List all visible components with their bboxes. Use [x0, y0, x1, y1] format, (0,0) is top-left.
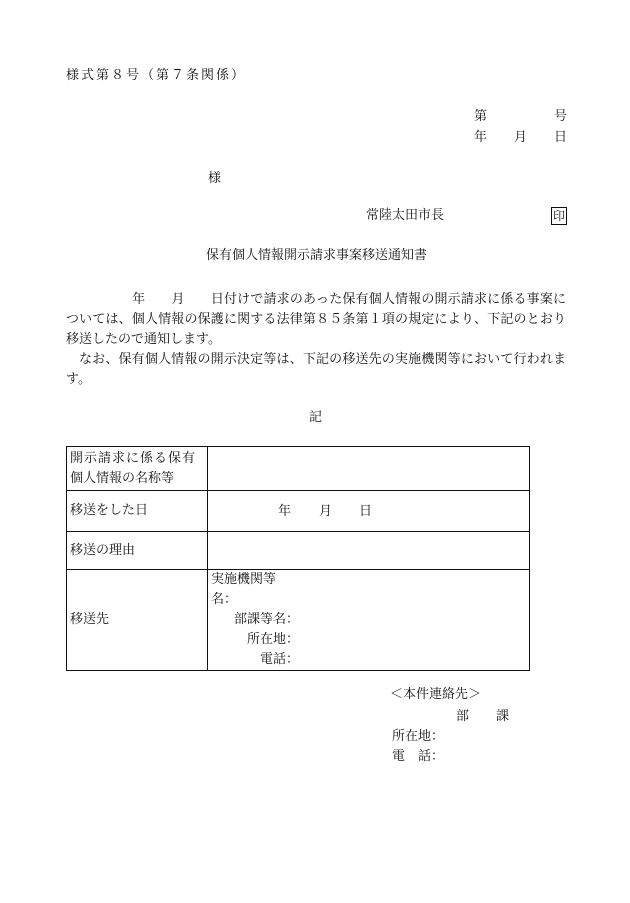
doc-date-year: 年 [474, 130, 488, 145]
table-row [67, 532, 530, 570]
form-number: 様式第８号（第７条関係） [66, 68, 247, 83]
transfer-date-year: 年 [278, 504, 292, 519]
contact-bu: 部 [456, 709, 470, 724]
info-name-label: 開示請求に係る保有 個人情報の名称等 [67, 447, 208, 491]
transfer-date-day: 日 [359, 504, 373, 519]
contact-ka: 課 [496, 709, 510, 724]
addressee-suffix: 様 [208, 171, 222, 186]
transfer-date-label: 移送をした日 [67, 491, 208, 532]
body-date-year: 年 [132, 292, 146, 307]
doc-date-month: 月 [514, 130, 528, 145]
table-row [67, 447, 530, 491]
table-row [67, 570, 530, 671]
transfer-details-table [66, 446, 530, 671]
ki-heading: 記 [309, 410, 323, 425]
table-row [67, 491, 530, 532]
issuer-name: 常陸太田市長 [366, 208, 445, 223]
body-date-month: 月 [171, 292, 185, 307]
body-paragraph-1 [66, 290, 566, 350]
dest-phone-label: 電話： [259, 652, 299, 667]
info-name-value [208, 447, 530, 491]
contact-address-label: 所在地： [392, 729, 445, 744]
doc-date-day: 日 [554, 130, 568, 145]
dest-agency-label: 実施機関等名： [211, 572, 277, 607]
destination-label: 移送先 [67, 570, 208, 671]
body-paragraph-2: なお、保有個人情報の開示決定等は、下記の移送先の実施機関等において行われます。 [66, 352, 566, 387]
body-text-1: 日付けで請求のあった保有個人情報の開示請求に係る事案については、個人情報の保護に関する法律第８５条第１項の規定により、下記のとおり移送したので通知します。 [66, 292, 566, 347]
destination-fields [211, 570, 299, 670]
transfer-date-month: 月 [319, 504, 333, 519]
transfer-reason-value [208, 532, 530, 570]
doc-number-go: 号 [554, 109, 568, 124]
doc-number-dai: 第 [474, 109, 488, 124]
transfer-date-value [208, 491, 530, 532]
dest-department-label: 部課等名： [233, 612, 299, 627]
contact-phone-label: 電 話： [392, 749, 445, 764]
dest-address-label: 所在地： [246, 632, 299, 647]
document-title: 保有個人情報開示請求事案移送通知書 [206, 248, 428, 263]
contact-heading: ＜本件連絡先＞ [390, 687, 482, 702]
transfer-reason-label: 移送の理由 [67, 532, 208, 570]
seal-mark: 印 [553, 209, 566, 223]
destination-value [208, 570, 530, 671]
